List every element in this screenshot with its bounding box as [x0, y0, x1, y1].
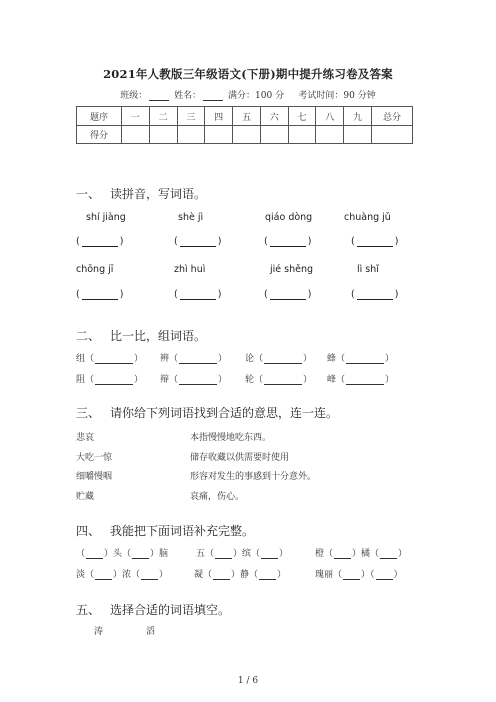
score-header-cell: 二	[149, 107, 177, 126]
compare-item[interactable]: 轮（ ）	[245, 375, 313, 385]
section-5-heading	[76, 601, 230, 618]
score-cell[interactable]	[316, 126, 344, 144]
pinyin-item: chōng jī	[76, 264, 114, 275]
match-meaning[interactable]: 储存收藏以供需要时使用	[190, 453, 290, 463]
score-cell[interactable]	[372, 126, 413, 144]
page-number: 1 / 6	[237, 676, 259, 686]
match-term[interactable]: 细嚼慢咽	[76, 472, 113, 482]
match-term[interactable]: 贮藏	[76, 492, 95, 502]
score-header-cell: 八	[316, 107, 344, 126]
match-meaning[interactable]: 哀痛，伤心。	[190, 492, 245, 502]
answer-blank[interactable]: ( )	[174, 289, 222, 300]
match-term[interactable]: 大吃一惊	[76, 453, 113, 463]
word-option: 滔	[146, 627, 156, 637]
score-header-cell: 九	[344, 107, 372, 126]
word-option: 涛	[94, 627, 104, 637]
section-4-heading	[76, 522, 254, 539]
idiom-item[interactable]: 瑰丽（ ）（ ）	[315, 570, 403, 580]
score-header-cell: 六	[260, 107, 288, 126]
compare-item[interactable]: 辩（ ）	[160, 375, 228, 385]
class-blank[interactable]	[149, 91, 169, 101]
pinyin-item: chuàng jǔ	[344, 212, 391, 223]
full-score: 满分：100 分	[228, 91, 285, 101]
idiom-item[interactable]: （ ）头（ ）脑	[76, 549, 169, 559]
match-term[interactable]: 悲哀	[76, 433, 95, 443]
pinyin-item: lì shǐ	[357, 264, 379, 275]
score-table	[76, 106, 413, 144]
section-2-title: 比一比，组词语。	[110, 329, 207, 343]
section-1-title: 读拼音，写词语。	[110, 187, 207, 201]
match-meaning[interactable]: 形容对发生的事感到十分意外。	[190, 472, 317, 482]
score-header-cell: 总分	[372, 107, 413, 126]
answer-blank[interactable]: ( )	[264, 289, 312, 300]
answer-blank[interactable]: ( )	[351, 236, 399, 247]
page-title: 2021年人教版三年级语文(下册)期中提升练习卷及答案	[103, 67, 393, 81]
score-cell[interactable]	[149, 126, 177, 144]
idiom-item[interactable]: 凝（ ）静（ ）	[194, 570, 287, 580]
score-cell[interactable]	[122, 126, 150, 144]
compare-item[interactable]: 论（ ）	[245, 354, 313, 364]
score-cell[interactable]	[177, 126, 205, 144]
score-header-cell: 五	[233, 107, 261, 126]
name-blank[interactable]	[203, 91, 223, 101]
pinyin-item: shí jiàng	[86, 212, 126, 223]
score-row-label: 得分	[77, 126, 122, 144]
pinyin-item: zhì huì	[174, 264, 206, 275]
answer-blank[interactable]: ( )	[264, 236, 312, 247]
score-cell[interactable]	[233, 126, 261, 144]
section-4-number: 四、	[76, 524, 101, 538]
section-5-number: 五、	[76, 603, 101, 617]
score-header-cell: 题序	[77, 107, 122, 126]
score-header-cell: 七	[288, 107, 316, 126]
class-label: 班级：	[120, 91, 148, 101]
score-header-row	[77, 107, 413, 126]
pinyin-item: jié shěng	[270, 264, 314, 275]
section-1-heading	[76, 185, 206, 202]
section-4-title: 我能把下面词语补充完整。	[110, 524, 255, 538]
match-meaning[interactable]: 本指慢慢地吃东西。	[190, 433, 272, 443]
score-cell[interactable]	[205, 126, 233, 144]
answer-blank[interactable]: ( )	[351, 289, 399, 300]
section-1-number: 一、	[76, 187, 101, 201]
section-3-heading	[76, 404, 338, 421]
pinyin-item: shè jì	[178, 212, 204, 223]
exam-info	[0, 88, 496, 101]
score-cell[interactable]	[260, 126, 288, 144]
idiom-item[interactable]: 五（ ）缤（ ）	[196, 549, 289, 559]
idiom-item[interactable]: 橙（ ）橘（ ）	[315, 549, 408, 559]
score-header-cell: 三	[177, 107, 205, 126]
section-2-number: 二、	[76, 329, 101, 343]
score-cell[interactable]	[344, 126, 372, 144]
score-value-row	[77, 126, 413, 144]
compare-item[interactable]: 组（ ）	[76, 354, 144, 364]
section-3-title: 请你给下列词语找到合适的意思，连一连。	[110, 406, 339, 420]
answer-blank[interactable]: ( )	[76, 236, 124, 247]
compare-item[interactable]: 辨（ ）	[160, 354, 228, 364]
section-5-title: 选择合适的词语填空。	[110, 603, 231, 617]
score-cell[interactable]	[288, 126, 316, 144]
score-header-cell: 四	[205, 107, 233, 126]
pinyin-item: qiáo dòng	[265, 212, 313, 223]
compare-item[interactable]: 蜂（ ）	[327, 354, 395, 364]
idiom-item[interactable]: 淡（ ）浓（ ）	[76, 570, 169, 580]
exam-time: 考试时间：90 分钟	[298, 91, 376, 101]
compare-item[interactable]: 峰（ ）	[327, 375, 395, 385]
score-header-cell: 一	[122, 107, 150, 126]
answer-blank[interactable]: ( )	[174, 236, 222, 247]
answer-blank[interactable]: ( )	[76, 289, 124, 300]
section-3-number: 三、	[76, 406, 101, 420]
section-2-heading	[76, 327, 206, 344]
name-label: 姓名：	[174, 91, 202, 101]
compare-item[interactable]: 阻（ ）	[76, 375, 144, 385]
